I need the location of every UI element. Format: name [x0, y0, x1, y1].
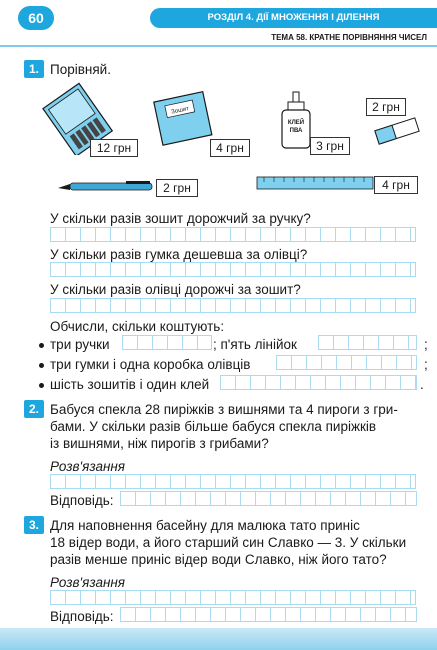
notebook-cover-label: Зошит	[170, 106, 190, 116]
compute-title: Обчисли, скільки коштують:	[50, 319, 225, 334]
answer-grid-q1[interactable]	[50, 227, 416, 242]
bullet-3-text: шість зошитів і один клей	[50, 377, 210, 392]
task-2-line-1: Бабуся спекла 28 пиріжків з вишнями та 4 пироги з гри-	[50, 402, 398, 417]
task-2-answer-grid[interactable]	[120, 491, 417, 506]
task-2-solution-label: Розв'язання	[50, 459, 126, 474]
ruler-image	[256, 176, 374, 190]
svg-text:ПВА: ПВА	[289, 128, 303, 134]
pen-price: 2 грн	[156, 179, 198, 197]
svg-text:КЛЕЙ: КЛЕЙ	[287, 120, 305, 126]
question-3: У скільки разів олівці дорожчі за зошит?	[50, 282, 301, 297]
answer-grid-q2[interactable]	[50, 262, 416, 277]
glue-price: 3 грн	[310, 137, 350, 155]
answer-grid-q3[interactable]	[50, 298, 416, 313]
topic-title: ТЕМА 58. КРАТНЕ ПОРІВНЯННЯ ЧИСЕЛ	[271, 33, 427, 42]
ruler-price: 4 грн	[374, 176, 418, 194]
task-3-line-2: 18 відер води, а його старший син Славко — 3. У скільки	[50, 535, 407, 550]
page-bottom-decoration	[0, 628, 437, 650]
task-3-answer-label: Відповідь:	[50, 609, 114, 624]
page-number: 60	[18, 6, 54, 30]
bullet-3-end: .	[420, 377, 424, 392]
bullet-1-end: ;	[424, 337, 428, 352]
bullet-1-text-a: три ручки	[50, 337, 110, 352]
answer-grid-rulers[interactable]	[318, 335, 417, 350]
section-title: РОЗДІЛ 4. ДІЇ МНОЖЕННЯ І ДІЛЕННЯ	[150, 8, 437, 28]
task-2-line-2: бами. У скільки разів більше бабуся спекла пиріжків	[50, 419, 377, 434]
task-3-solution-label: Розв'язання	[50, 575, 126, 590]
task-2-answer-label: Відповідь:	[50, 493, 114, 508]
bullet-2-end: ;	[424, 357, 428, 372]
task-3-answer-grid[interactable]	[120, 607, 417, 622]
task-3-solution-grid[interactable]	[50, 590, 416, 605]
task-3-line-3: разів менше приніс відер води Славко, ніж його тато?	[50, 552, 387, 567]
bullet-dot	[39, 363, 44, 368]
bullet-dot	[39, 383, 44, 388]
pencils-price: 12 грн	[90, 139, 138, 157]
task-2-solution-grid[interactable]	[50, 474, 416, 489]
task-2-number: 2.	[24, 400, 44, 418]
task-3-line-1: Для наповнення басейну для малюка тато приніс	[50, 518, 360, 533]
task-1-title: Порівняй.	[50, 62, 111, 77]
eraser-price: 2 грн	[366, 98, 406, 116]
task-3-number: 3.	[24, 516, 44, 534]
bullet-dot	[39, 343, 44, 348]
notebook-price: 4 грн	[210, 139, 250, 157]
header-divider	[0, 45, 437, 47]
answer-grid-notebooks-glue[interactable]	[220, 375, 417, 390]
glue-bottle-image	[278, 90, 314, 152]
bullet-1-text-b: ; п'ять лінійок	[213, 337, 297, 352]
eraser-image	[372, 116, 422, 146]
bullet-2-text: три гумки і одна коробка олівців	[50, 357, 251, 372]
question-1: У скільки разів зошит дорожчий за ручку?	[50, 211, 311, 226]
pen-image	[56, 178, 160, 194]
answer-grid-pens[interactable]	[122, 335, 212, 350]
answer-grid-erasers-pencils[interactable]	[276, 355, 417, 370]
question-2: У скільки разів гумка дешевша за олівці?	[50, 247, 308, 262]
task-2-line-3: із вишнями, ніж пирогів з грибами?	[50, 436, 269, 451]
task-1-number: 1.	[24, 60, 44, 78]
